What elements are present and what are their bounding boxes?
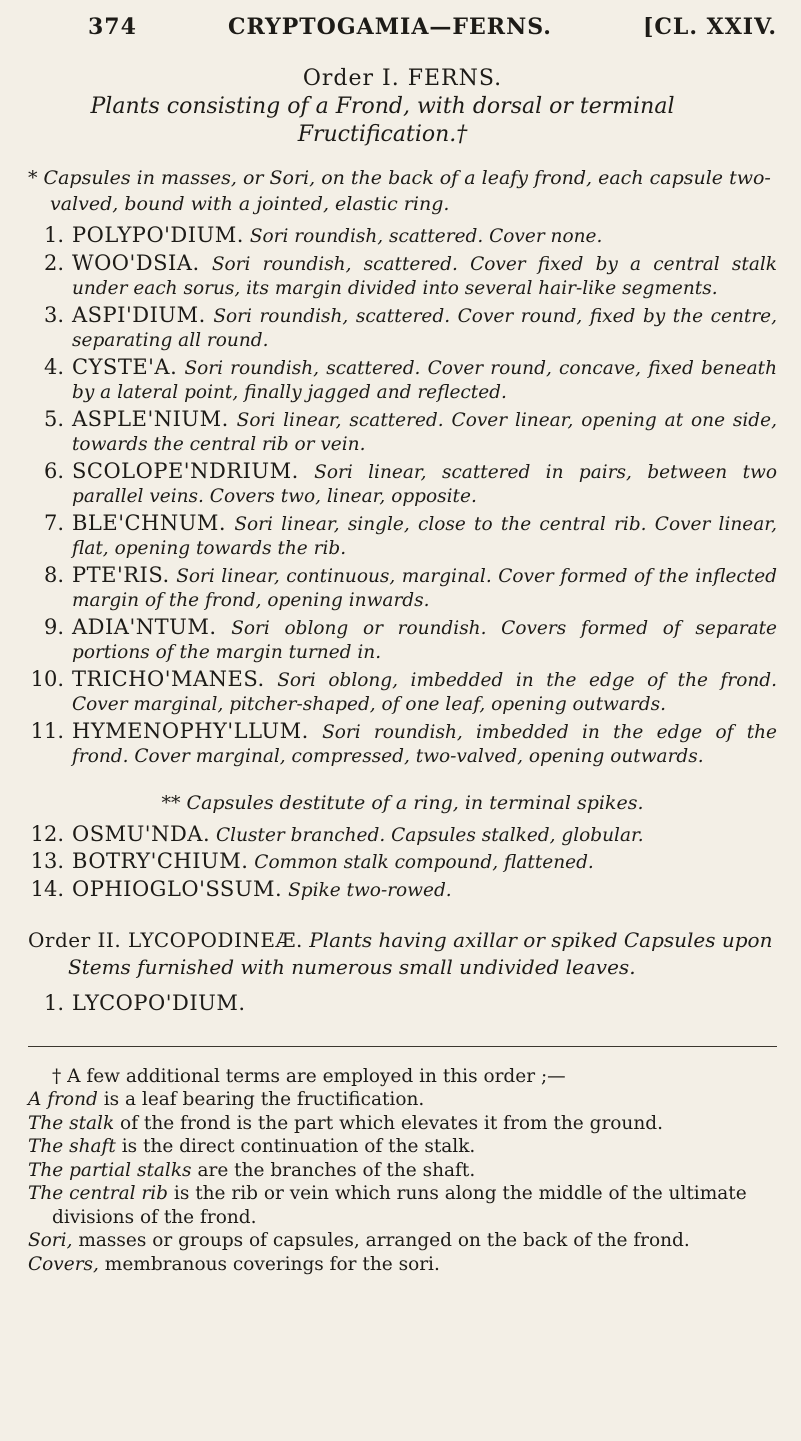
genus-name: ASPLE'NIUM.: [72, 406, 229, 431]
genus-name: TRICHO'MANES.: [72, 666, 265, 691]
entry-number: 1.: [43, 223, 64, 247]
entry-number: 10.: [30, 666, 64, 691]
genus-description: Sori linear, single, close to the central rib. Cover linear, flat, opening towards the rib.: [72, 513, 777, 559]
entry-number: 1.: [43, 991, 64, 1015]
entry-number: 2.: [43, 250, 64, 275]
genus-name: BLE'CHNUM.: [72, 510, 227, 535]
genus-entry: [28, 303, 777, 354]
genus-name: OSMU'NDA.: [72, 821, 211, 846]
term-definition: is the rib or vein which runs along the middle of the ultimate divisions of the frond.: [52, 1183, 747, 1228]
genus-name: LYCOPO'DIUM.: [72, 991, 246, 1015]
term-definition: membranous coverings for the sori.: [98, 1253, 440, 1275]
genus-name: PTE'RIS.: [72, 562, 170, 587]
genus-entry: [28, 719, 777, 770]
entry-number: 5.: [43, 406, 64, 431]
footnote-divider: [28, 1046, 777, 1047]
genus-description: Spike two-rowed.: [288, 879, 452, 901]
genus-description: Sori roundish, scattered. Cover none.: [249, 226, 603, 247]
genus-name: POLYPO'DIUM.: [72, 223, 244, 247]
term-name: Sori,: [28, 1230, 73, 1251]
genus-entry: [28, 563, 777, 614]
genus-name: ASPI'DIUM.: [72, 302, 206, 327]
genus-entry: [28, 511, 777, 562]
genus-entry: [28, 223, 777, 250]
term-name: The partial stalks: [28, 1159, 192, 1181]
genus-description: Sori roundish, scattered. Cover fixed by a central stalk under each sorus, its margin divided into several hair-like segments.: [72, 253, 777, 299]
term-definition: are the branches of the shaft.: [191, 1159, 476, 1181]
entry-number: 6.: [43, 458, 64, 483]
footnote-term: [28, 1159, 777, 1183]
genus-entry: [28, 251, 777, 302]
genus-description: Sori linear, scattered. Cover linear, opening at one side, towards the central rib or vein.: [72, 409, 777, 455]
entry-number: 13.: [30, 849, 64, 873]
genus-description: Sori roundish, scattered. Cover round, concave, fixed beneath by a lateral point, finally jagged and reflected.: [72, 357, 777, 403]
genus-description: Sori roundish, scattered. Cover round, fixed by the centre, separating all round.: [72, 305, 777, 351]
genus-name: SCOLOPE'NDRIUM.: [72, 458, 299, 483]
entry-number: 9.: [43, 614, 64, 639]
term-definition: is a leaf bearing the fructification.: [97, 1089, 425, 1110]
genus-name: CYSTE'A.: [72, 354, 178, 379]
genus-name: WOO'DSIA.: [72, 250, 200, 275]
genus-entry: [28, 991, 777, 1018]
footnote: [28, 1065, 777, 1277]
footnote-term: [28, 1135, 777, 1159]
term-name: The stalk: [28, 1112, 115, 1134]
running-header: [28, 14, 777, 40]
genus-description: Sori linear, continuous, marginal. Cover formed of the inflected margin of the frond, opening inwards.: [72, 565, 777, 611]
term-name: The central rib: [28, 1183, 169, 1204]
footnote-term: [28, 1112, 777, 1136]
entry-number: 7.: [43, 510, 64, 535]
footnote-term: [28, 1182, 777, 1229]
section-one-heading: * Capsules in masses, or Sori, on the back of a leafy frond, each capsule two-valved, bound with a jointed, elastic ring.: [28, 167, 771, 215]
entry-number: 12.: [30, 821, 64, 846]
order-two-block: [28, 927, 777, 981]
entry-number: 8.: [43, 562, 64, 587]
entry-number: 14.: [30, 876, 64, 901]
term-name: A frond: [28, 1089, 98, 1110]
term-definition: is the direct continuation of the stalk.: [115, 1136, 476, 1157]
genus-entry: [28, 822, 777, 849]
genus-entry: [28, 459, 777, 510]
term-definition: masses or groups of capsules, arranged on the back of the frond.: [72, 1230, 690, 1251]
genus-description: Sori linear, scattered in pairs, between two parallel veins. Covers two, linear, opposite.: [72, 461, 777, 507]
footnote-term: [28, 1088, 777, 1112]
footnote-intro: † A few additional terms are employed in this order ;—: [52, 1065, 566, 1087]
genus-list-one: [28, 223, 777, 770]
order-one-title: Order I. FERNS.: [302, 66, 503, 91]
genus-name: HYMENOPHY'LLUM.: [72, 718, 309, 743]
genus-description: Sori oblong or roundish. Covers formed of separate portions of the margin turned in.: [72, 617, 777, 663]
term-definition: of the frond is the part which elevates it from the ground.: [114, 1112, 663, 1134]
genus-description: Sori oblong, imbedded in the edge of the frond. Cover marginal, pitcher-shaped, of one leaf, opening outwards.: [72, 669, 777, 715]
genus-description: Common stalk compound, flattened.: [254, 852, 594, 873]
genus-entry: [28, 615, 777, 666]
genus-entry: [28, 667, 777, 718]
section-two-heading: ** Capsules destitute of a ring, in terminal spikes.: [161, 791, 644, 814]
genus-entry: [28, 877, 777, 904]
genus-entry: [28, 849, 777, 876]
entry-number: 3.: [43, 302, 64, 327]
genus-entry: [28, 355, 777, 406]
genus-entry: [28, 407, 777, 458]
genus-name: ADIA'NTUM.: [72, 614, 217, 639]
page-number: 374: [88, 14, 137, 40]
entry-number: 4.: [43, 354, 64, 379]
order-two-description: Plants having axillar or spiked Capsules upon Stems furnished with numerous small undivided leaves.: [68, 928, 773, 979]
entry-number: 11.: [30, 718, 64, 743]
running-title: CRYPTOGAMIA—FERNS.: [227, 14, 552, 40]
class-label: [CL. XXIV.: [642, 14, 777, 40]
genus-name: BOTRY'CHIUM.: [72, 849, 249, 873]
genus-description: Sori roundish, imbedded in the edge of the frond. Cover marginal, compressed, two-valved, opening outwards.: [72, 721, 777, 767]
order-two-title: Order II. LYCOPODINEÆ.: [28, 928, 303, 952]
footnote-term: [28, 1253, 777, 1277]
footnote-term: [28, 1229, 777, 1253]
term-name: Covers,: [28, 1253, 99, 1275]
order-one-description: Plants consisting of a Frond, with dorsal or terminal Fructification.†: [90, 94, 675, 147]
genus-description: Cluster branched. Capsules stalked, globular.: [216, 824, 644, 846]
term-name: The shaft: [28, 1136, 116, 1157]
genus-name: OPHIOGLO'SSUM.: [72, 876, 283, 901]
genus-list-two: [28, 822, 777, 904]
